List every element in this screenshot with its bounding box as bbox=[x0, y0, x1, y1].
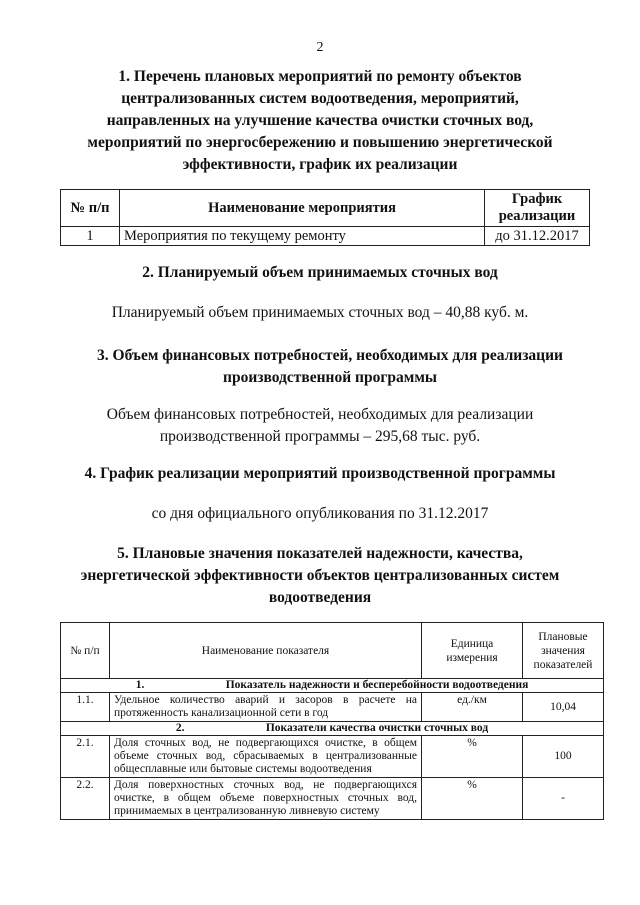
section-4-heading: 4. График реализации мероприятий производственной программы bbox=[84, 465, 556, 482]
cell-num: 1.1. bbox=[61, 693, 110, 722]
header-schedule: График реализации bbox=[485, 190, 590, 227]
section-3-text bbox=[40, 404, 600, 448]
group-num: 2. bbox=[175, 722, 185, 734]
heading-line: водоотведения bbox=[268, 589, 372, 606]
cell-schedule: до 31.12.2017 bbox=[485, 227, 590, 246]
heading-line: направленных на улучшение качества очистки сточных вод, bbox=[106, 112, 534, 129]
header-name: Наименование показателя bbox=[110, 623, 422, 679]
page-number: 2 bbox=[316, 40, 324, 55]
group-num: 1. bbox=[135, 679, 145, 691]
cell-unit: ед./км bbox=[422, 693, 523, 722]
heading-line: мероприятий по энергосбережению и повышению энергетической bbox=[87, 134, 553, 151]
section-5-heading bbox=[30, 543, 610, 609]
table-row bbox=[61, 227, 590, 246]
group-cell bbox=[61, 679, 604, 693]
cell-num: 1 bbox=[61, 227, 120, 246]
text-line: Объем финансовых потребностей, необходимых для реализации bbox=[106, 406, 534, 423]
cell-value: 100 bbox=[523, 736, 604, 778]
heading-line: централизованных систем водоотведения, мероприятий, bbox=[121, 90, 519, 107]
section-2-heading: 2. Планируемый объем принимаемых сточных вод bbox=[142, 264, 498, 281]
cell-value: - bbox=[523, 778, 604, 820]
header-value: Плановые значения показателей bbox=[523, 623, 604, 679]
cell-unit: % bbox=[422, 778, 523, 820]
heading-line: энергетической эффективности объектов централизованных систем bbox=[80, 567, 560, 584]
heading-line: 1. Перечень плановых мероприятий по ремонту объектов bbox=[118, 68, 522, 85]
heading-line: производственной программы bbox=[223, 369, 437, 386]
cell-name: Доля поверхностных сточных вод, не подвергающихся очистке, в общем объеме поверхностных сточных вод, принимаемых в централизованную ливневую систему bbox=[110, 778, 422, 820]
table-row bbox=[61, 693, 604, 722]
header-num: № п/п bbox=[61, 623, 110, 679]
group-row bbox=[61, 679, 604, 693]
text-line: производственной программы – 295,68 тыс. руб. bbox=[159, 428, 481, 445]
header-unit: Единица измерения bbox=[422, 623, 523, 679]
group-title: Показатель надежности и бесперебойности водоотведения bbox=[225, 679, 529, 691]
cell-name: Мероприятия по текущему ремонту bbox=[120, 227, 485, 246]
group-title: Показатели качества очистки сточных вод bbox=[265, 722, 489, 734]
cell-name: Удельное количество аварий и засоров в расчете на протяженность канализационной сети в год bbox=[110, 693, 422, 722]
header-num: № п/п bbox=[61, 190, 120, 227]
header-name: Наименование мероприятия bbox=[120, 190, 485, 227]
group-cell bbox=[61, 722, 604, 736]
cell-unit: % bbox=[422, 736, 523, 778]
section-2-text: Планируемый объем принимаемых сточных вод – 40,88 куб. м. bbox=[111, 304, 529, 321]
cell-name: Доля сточных вод, не подвергающихся очистке, в общем объеме сточных вод, сбрасываемых в централизованные общесплавные или бытовые системы водоотведения bbox=[110, 736, 422, 778]
measures-table bbox=[60, 189, 590, 246]
section-1-heading bbox=[40, 66, 600, 176]
table-row bbox=[61, 778, 604, 820]
table-header-row bbox=[61, 623, 604, 679]
cell-num: 2.1. bbox=[61, 736, 110, 778]
heading-line: эффективности, график их реализации bbox=[182, 156, 458, 173]
section-4-text: со дня официального опубликования по 31.12.2017 bbox=[151, 505, 489, 522]
table-header-row bbox=[61, 190, 590, 227]
cell-num: 2.2. bbox=[61, 778, 110, 820]
heading-line: 5. Плановые значения показателей надежности, качества, bbox=[117, 545, 523, 562]
heading-line: 3. Объем финансовых потребностей, необходимых для реализации bbox=[97, 347, 563, 364]
table-row bbox=[61, 736, 604, 778]
cell-value: 10,04 bbox=[523, 693, 604, 722]
section-3-heading bbox=[50, 345, 610, 389]
indicators-table bbox=[60, 622, 604, 820]
group-row bbox=[61, 722, 604, 736]
